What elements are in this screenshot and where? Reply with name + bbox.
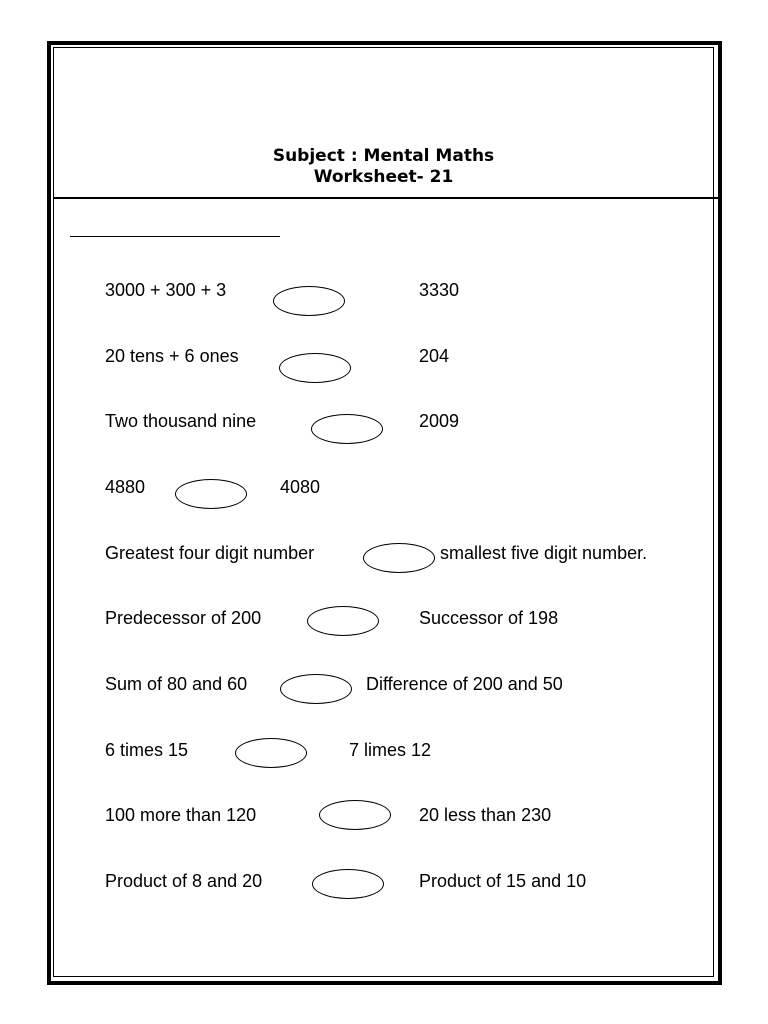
question-2-answer-oval[interactable]	[279, 353, 351, 383]
question-8-right: 7 limes 12	[349, 740, 432, 760]
subject-title: Subject : Mental Maths	[272, 146, 495, 166]
question-7-left: Sum of 80 and 60	[105, 674, 248, 694]
question-5-left: Greatest four digit number	[105, 543, 315, 563]
header-divider	[53, 197, 721, 199]
question-10-right: Product of 15 and 10	[419, 871, 587, 891]
question-8-left: 6 times 15	[105, 740, 189, 760]
question-5-right: smallest five digit number.	[440, 543, 648, 563]
question-4-answer-oval[interactable]	[175, 479, 247, 509]
question-7-answer-oval[interactable]	[280, 674, 352, 704]
question-2-left: 20 tens + 6 ones	[105, 346, 239, 366]
question-10-left: Product of 8 and 20	[105, 871, 263, 891]
question-3-right: 2009	[419, 411, 460, 431]
question-7-right: Difference of 200 and 50	[366, 674, 563, 694]
question-3-answer-oval[interactable]	[311, 414, 383, 444]
question-9-answer-oval[interactable]	[319, 800, 391, 830]
question-10-answer-oval[interactable]	[312, 869, 384, 899]
question-6-left: Predecessor of 200	[105, 608, 262, 628]
worksheet-number: Worksheet- 21	[313, 167, 454, 187]
question-9-left: 100 more than 120	[105, 805, 257, 825]
question-9-right: 20 less than 230	[419, 805, 552, 825]
question-4-right: 4080	[280, 477, 321, 497]
name-blank-line	[70, 236, 280, 237]
question-5-answer-oval[interactable]	[363, 543, 435, 573]
question-6-right: Successor of 198	[419, 608, 559, 628]
question-6-answer-oval[interactable]	[307, 606, 379, 636]
question-1-left: 3000 + 300 + 3	[105, 280, 227, 300]
question-1-right: 3330	[419, 280, 460, 300]
question-2-right: 204	[419, 346, 450, 366]
question-3-left: Two thousand nine	[105, 411, 257, 431]
worksheet-header	[53, 146, 714, 188]
question-1-answer-oval[interactable]	[273, 286, 345, 316]
question-8-answer-oval[interactable]	[235, 738, 307, 768]
question-4-left: 4880	[105, 477, 146, 497]
